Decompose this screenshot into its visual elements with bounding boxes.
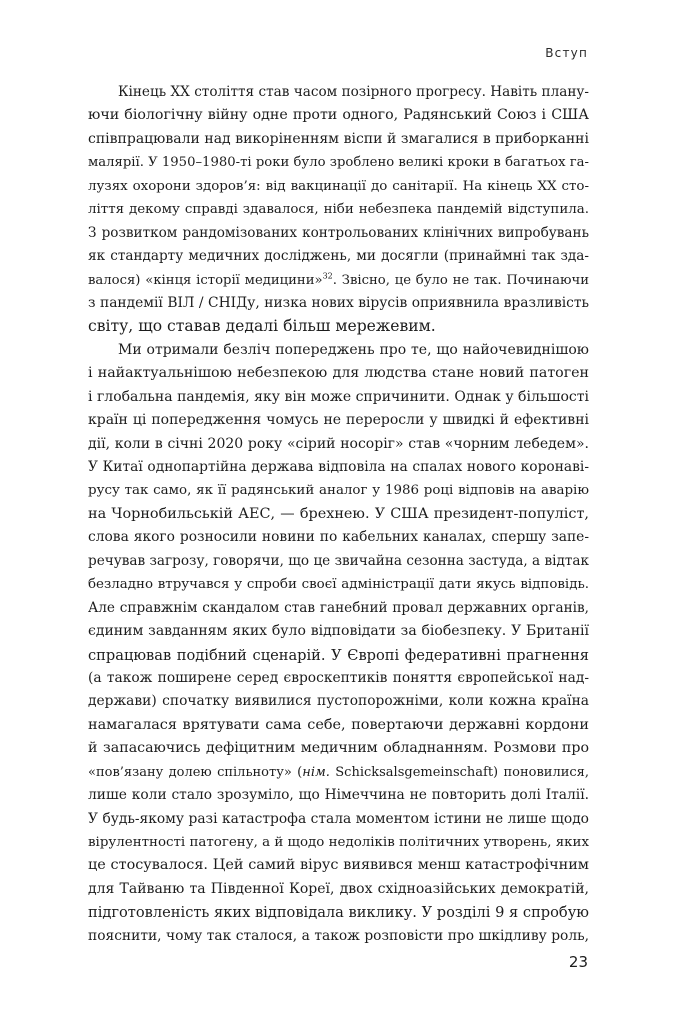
text-line: підготовленість яких відповідала виклику. У розділі 9 я спробую bbox=[88, 904, 589, 922]
text-line: лише коли стало зрозуміло, що Німеччина не повторить долі Італії. bbox=[88, 787, 589, 804]
text-line: У будь-якому разі катастрофа стала моментом істини не лише щодо bbox=[88, 810, 589, 827]
text-line: малярії. У 1950–1980-ті роки було зроблено великі кроки в багатьох га- bbox=[88, 155, 589, 171]
text-line: (а також поширене серед євроскептиків поняття європейської над- bbox=[88, 669, 589, 686]
text-line: з пандемії ВІЛ / СНІДу, низка нових вірусів оприявнила вразливість bbox=[88, 294, 589, 311]
text-line: речував загрозу, говорячи, що це звичайна сезонна застуда, а відтак bbox=[88, 552, 589, 569]
text-line: і найактуальнішою небезпекою для людства стане новий патоген bbox=[88, 365, 589, 382]
text-line: єдиним завданням яких було відповідати за біобезпеку. У Британії bbox=[88, 623, 589, 640]
text-line: співпрацювали над викоріненням віспи й змагалися в приборканні bbox=[88, 130, 589, 147]
text-line: світу, що ставав дедалі більш мережевим. bbox=[88, 317, 436, 336]
text-line: русу так само, як її радянський аналог у 1986 році відповів на аварію bbox=[88, 483, 589, 499]
text-line: ліття декому справді здавалося, ніби небезпека пандемій відступила. bbox=[88, 202, 589, 218]
text-line: країн ці попередження чомусь не переросли у швидкі й ефективні bbox=[88, 412, 589, 429]
text-line: дії, коли в січні 2020 року «сірий носоріг» став «чорним лебедем». bbox=[88, 435, 589, 452]
line-head: «пов’язану долею спільноту» ( bbox=[88, 764, 303, 780]
text-line: У Китаї однопартійна держава відповіла на спалах нового коронаві- bbox=[88, 459, 589, 475]
body-text bbox=[88, 81, 589, 948]
italic-abbrev: нім. bbox=[302, 764, 330, 780]
page-number: 23 bbox=[568, 953, 588, 971]
text-line: і глобальна пандемія, яку він може спричинити. Однак у більшості bbox=[88, 388, 589, 405]
text-line: безладно втручався у спроби своєї адміністрації дати якусь відповідь. bbox=[88, 577, 589, 593]
text-line: це стосувалося. Цей самий вірус виявився менш катастрофічним bbox=[88, 857, 589, 874]
text-line: вірулентності патогену, а й щодо недоліків політичних утворень, яких bbox=[88, 835, 589, 850]
text-line: на Чорнобильській АЕС, — брехнею. У США президент-популіст, bbox=[88, 505, 589, 522]
text-line: Але справжнім скандалом став ганебний провал державних органів, bbox=[88, 599, 589, 616]
line-tail: Schicksalsgemeinschaft) поновилися, bbox=[329, 764, 589, 780]
text-line: пояснити, чому так сталося, а також розповісти про шкідливу роль, bbox=[88, 927, 589, 944]
text-line: З розвитком рандомізованих контрольованих клінічних випробувань bbox=[88, 224, 589, 241]
text-line: лузях охорони здоров’я: від вакцинації до санітарії. На кінець XX сто- bbox=[88, 178, 589, 194]
line-head: валося) «кінця історії медицини» bbox=[88, 272, 323, 288]
text-line: Ми отримали безліч попереджень про те, що найочевиднішою bbox=[118, 341, 589, 358]
text-line: як стандарту медичних досліджень, ми досягли (принаймні так зда- bbox=[88, 248, 589, 265]
running-head: Вступ bbox=[545, 46, 588, 60]
text-line: намагалася врятувати сама себе, повертаючи державні кордони bbox=[88, 716, 589, 733]
text-line: слова якого розносили новини по кабельних каналах, спершу запе- bbox=[88, 529, 589, 546]
text-line: держави) спочатку виявилися пустопорожніми, коли кожна країна bbox=[88, 693, 589, 710]
text-line: ючи біологічну війну одне проти одного, Радянський Союз і США bbox=[88, 107, 589, 124]
footnote-marker: 32 bbox=[322, 271, 333, 281]
text-line-with-italic bbox=[88, 761, 589, 784]
text-line-with-footnote bbox=[88, 269, 589, 292]
text-line: й запасаючись дефіцитним медичним обладнанням. Розмови про bbox=[88, 740, 589, 757]
text-line: для Тайваню та Південної Кореї, двох східноазійських демократій, bbox=[88, 880, 589, 897]
text-line: спрацював подібний сценарій. У Європі федеративні прагнення bbox=[88, 646, 589, 664]
text-line: Кінець XX століття став часом позірного прогресу. Навіть плану- bbox=[118, 84, 589, 100]
line-tail: . Звісно, це було не так. Починаючи bbox=[332, 272, 589, 288]
